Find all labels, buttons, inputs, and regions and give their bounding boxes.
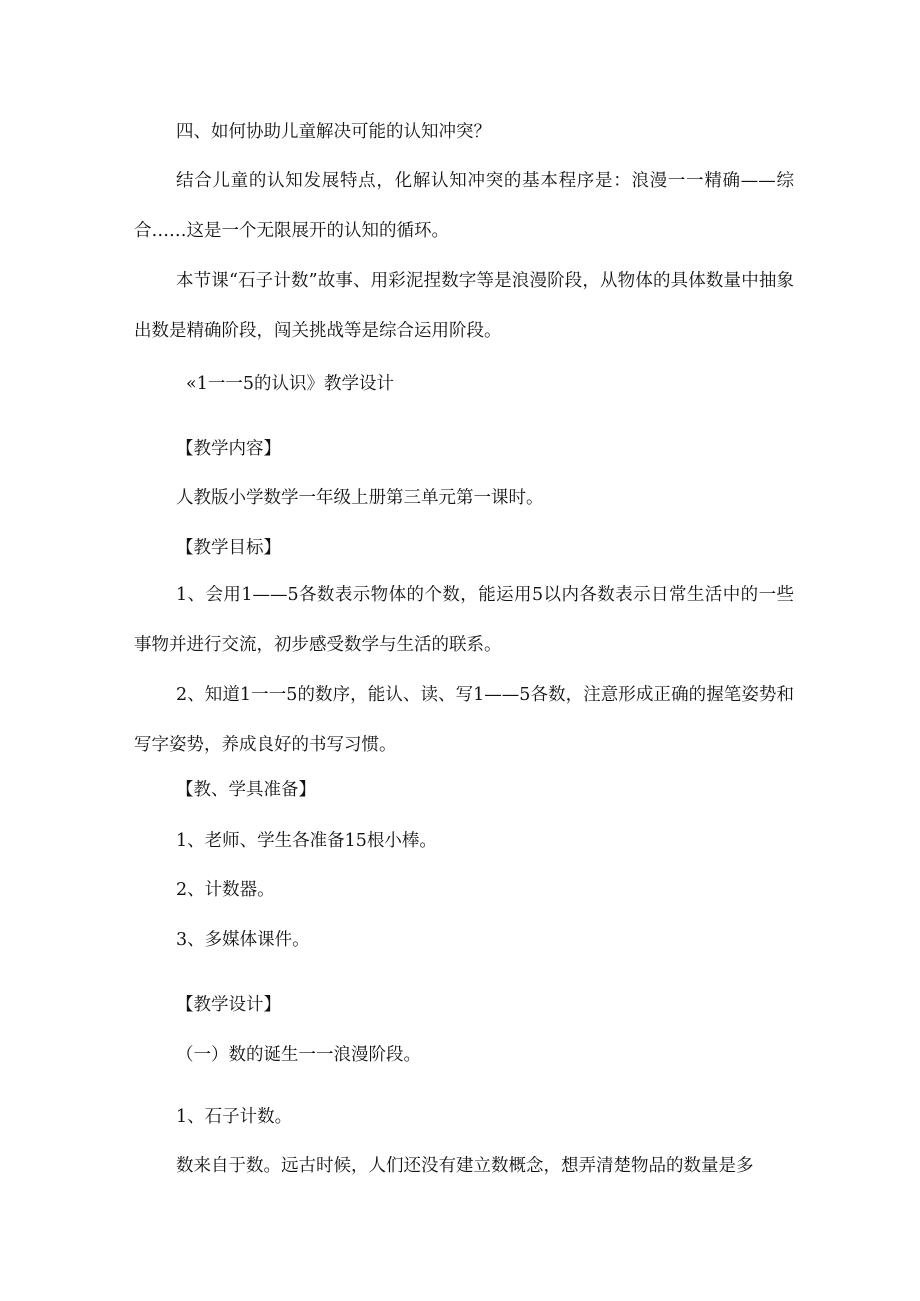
teaching-goal-2: 2、知道1一一5的数序，能认、读、写1——5各数，注意形成正确的握笔姿势和写字姿势，养成良好的书写习惯。: [134, 685, 794, 755]
section-heading-four: 四、如何协助儿童解决可能的认知冲突？: [176, 122, 491, 142]
teaching-content-text: 人教版小学数学一年级上册第三单元第一课时。: [176, 488, 544, 508]
preparation-item-1: 1、老师、学生各准备15根小棒。: [176, 831, 437, 851]
preparation-heading: 【教、学具准备】: [176, 780, 316, 800]
teaching-design-heading: 【教学设计】: [176, 995, 281, 1015]
teaching-goal-1: 1、会用1——5各数表示物体的个数，能运用5以内各数表示日常生活中的一些事物并进行交流，初步感受数学与生活的联系。: [134, 585, 794, 655]
preparation-item-3: 3、多媒体课件。: [176, 930, 310, 950]
paragraph-origin-of-numbers: 数来自于数。远古时候，人们还没有建立数概念，想弄清楚物品的数量是多: [176, 1156, 754, 1176]
item-stone-counting: 1、石子计数。: [176, 1107, 293, 1127]
teaching-content-heading: 【教学内容】: [176, 439, 281, 459]
paragraph-lesson-stages: 本节课“石子计数”故事、用彩泥捏数字等是浪漫阶段，从物体的具体数量中抽象出数是精确阶段，闯关挑战等是综合运用阶段。: [134, 271, 794, 341]
preparation-item-2: 2、计数器。: [176, 880, 275, 900]
paragraph-cognitive-procedure: 结合儿童的认知发展特点，化解认知冲突的基本程序是：浪漫一一精确——综合……这是一个无限展开的认知的循环。: [134, 171, 794, 241]
lesson-design-title: «1一一5的认识》教学设计: [186, 374, 394, 394]
section-one-heading: （一）数的诞生一一浪漫阶段。: [176, 1045, 421, 1065]
teaching-goals-heading: 【教学目标】: [176, 538, 281, 558]
